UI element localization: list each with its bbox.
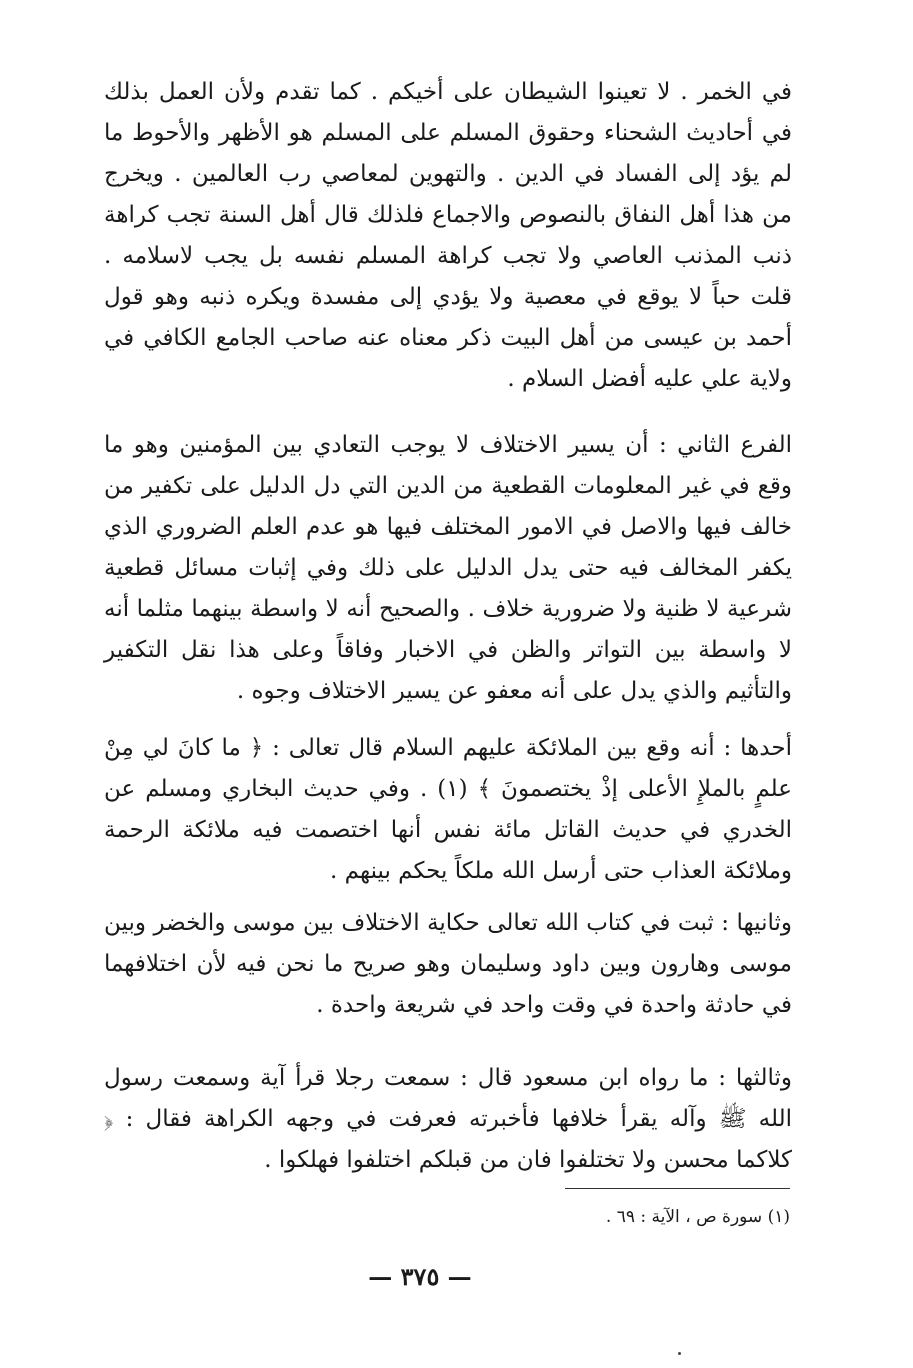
- paragraph-first-reason: أحدها : أنه وقع بين الملائكة عليهم السلام قال تعالى : ﴿ ما كانَ لي مِنْ علمٍ بالملإِ الأعلى إذْ يختصمونَ ﴾ (١) . وفي حديث البخاري ومسلم عن الخدري في حديث القاتل مائة نفس أنها اختصمت فيه ملائكة الرحمة وملائكة العذاب حتى أرسل الله ملكاً يحكم بينهم .: [104, 735, 792, 884]
- footnote-divider: [565, 1188, 790, 1189]
- footnote: (١) سورة ص ، الآية : ٦٩ .: [605, 1207, 790, 1227]
- paragraph-third-reason: وثالثها : ما رواه ابن مسعود قال : سمعت رجلا قرأ آية وسمعت رسول الله ﷺ وآله يقرأ خلافها فأخبرته فعرفت في وجهه الكراهة فقال : ﴿ كلاكما محسن ولا تختلفوا فان من قبلكم اختلفوا فهلكوا .: [104, 1065, 792, 1173]
- scan-speck: [678, 1352, 681, 1355]
- page-number: — ٣٧٥ —: [368, 1262, 472, 1291]
- paragraph-second-reason: وثانيها : ثبت في كتاب الله تعالى حكاية الاختلاف بين موسى والخضر وبين موسى وهارون وبين داود وسليمان وهو صريح ما نحن فيه لأن اختلافهما في حادثة واحدة في وقت واحد في شريعة واحدة .: [104, 910, 792, 1018]
- paragraph-intro: في الخمر . لا تعينوا الشيطان على أخيكم . كما تقدم ولأن العمل بذلك في أحاديث الشحناء وحقوق المسلم على المسلم هو الأظهر والأحوط ما لم يؤد إلى الفساد في الدين . والتهوين لمعاصي رب العالمين . ويخرج من هذا أهل النفاق بالنصوص والاجماع فلذلك قال أهل السنة تجب كراهة ذنب المذنب العاصي ولا تجب كراهة المسلم نفسه بل يجب لاسلامه . قلت حباً لا يوقع في معصية ولا يؤدي إلى مفسدة ويكره ذنبه وهو قول أحمد بن عيسى من أهل البيت ذكر معناه عنه صاحب الجامع الكافي في ولاية علي عليه أفضل السلام .: [104, 79, 792, 392]
- paragraph-second-branch: الفرع الثاني : أن يسير الاختلاف لا يوجب التعادي بين المؤمنين وهو ما وقع في غير المعلومات القطعية من الدين التي دل الدليل على تكفير من خالف فيها والاصل في الامور المختلف فيها هو عدم العلم الضروري الذي يكفر المخالف فيه حتى يدل الدليل على ذلك وفي إثبات مسائل قطعية شرعية لا ظنية ولا ضرورية خلاف . والصحيح أنه لا واسطة بينهما مثلما أنه لا واسطة بين التواتر والظن في الاخبار وفاقاً وعلى هذا نقل التكفير والتأثيم والذي يدل على أنه معفو عن يسير الاختلاف وجوه .: [104, 432, 792, 704]
